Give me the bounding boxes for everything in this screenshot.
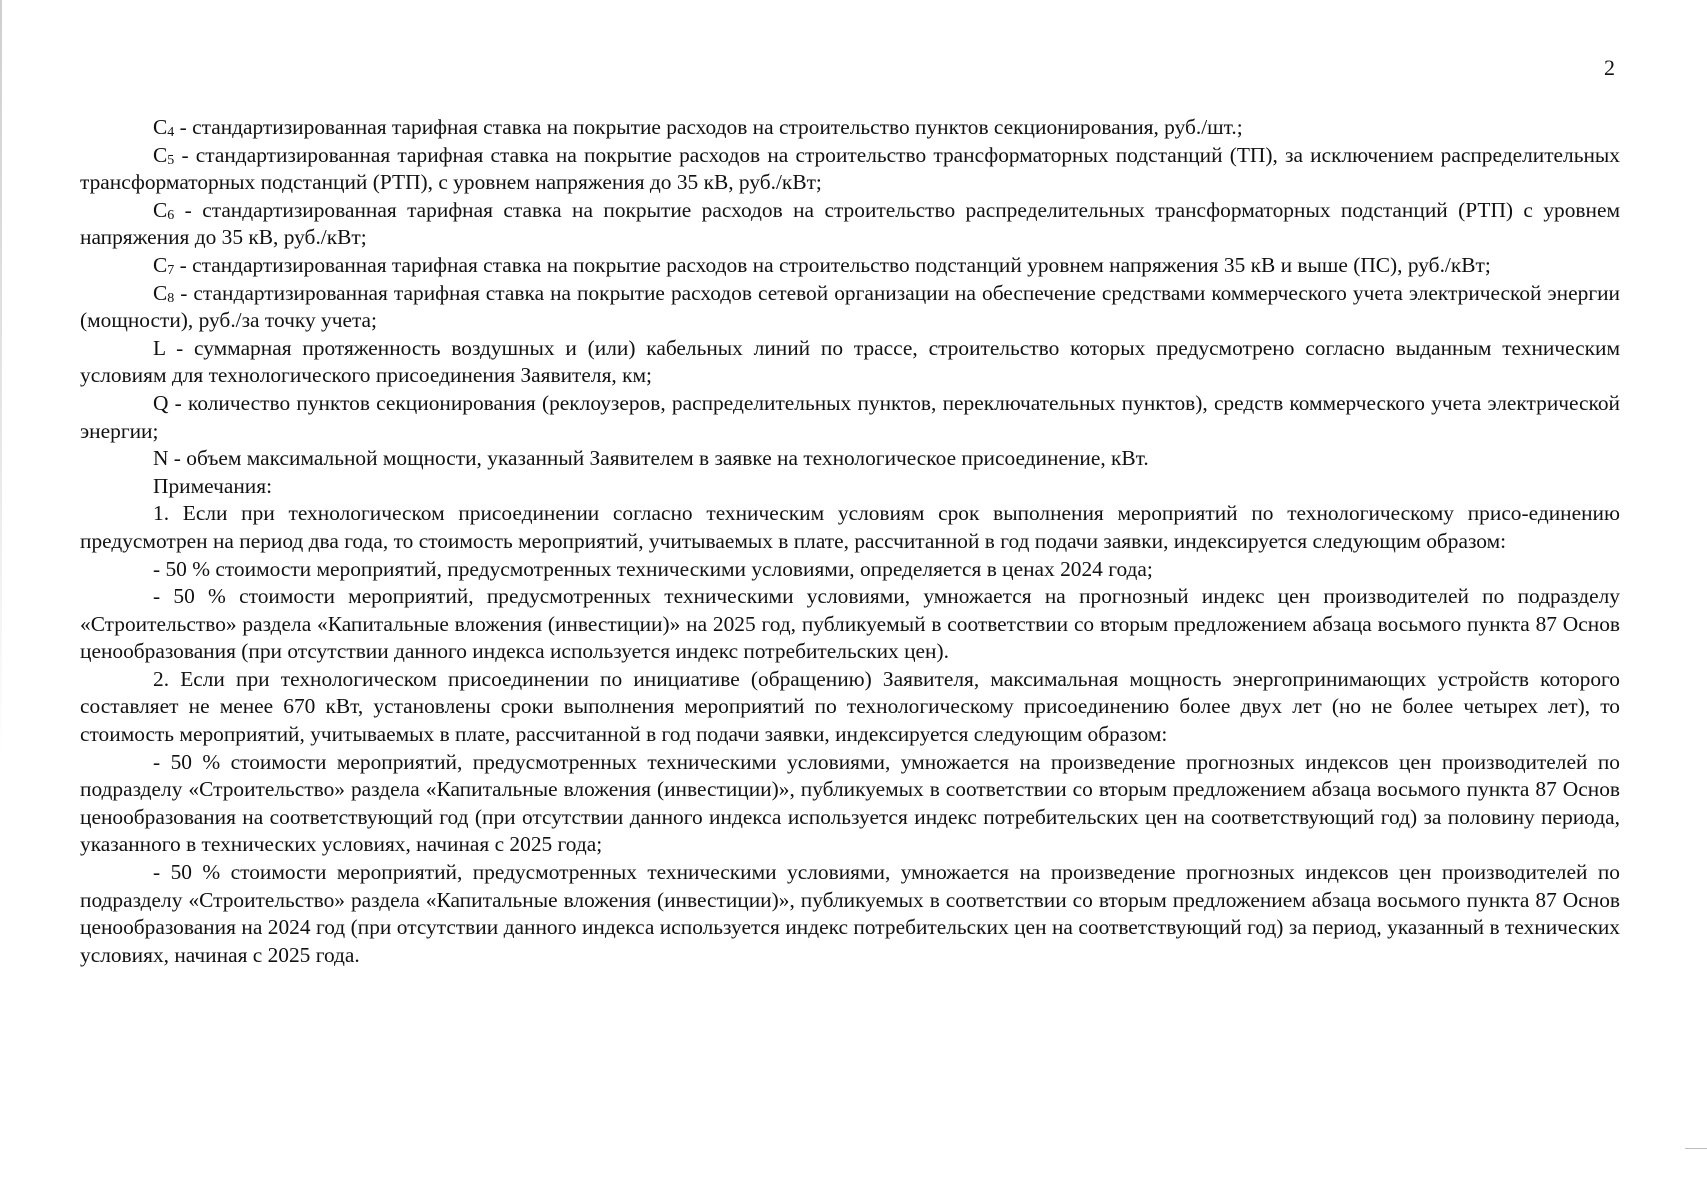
note-paragraph: 2. Если при технологическом присоединении по инициативе (обращению) Заявителя, максимальная мощность энергопринимающих устройств которого составляет не менее 670 кВт, установлены сроки выполнения мероприятий по технологическому присоединению более двух лет (но не более четырех лет), то стоимость мероприятий, учитываемых в плате, рассчитанной в год подачи заявки, индексируется следующим образом: xyxy=(80,666,1620,747)
scan-edge-mark xyxy=(1685,1148,1707,1149)
definition-symbol: C xyxy=(153,142,168,167)
note-paragraph: - 50 % стоимости мероприятий, предусмотренных техническими условиями, умножается на произведение прогнозных индексов цен производителей по подразделу «Строительство» раздела «Капитальные вложения (инвестиции)», публикуемых в соответствии со вторым предложением абзаца восьмого пункта 87 Основ ценообразования на 2024 год (при отсутствии данного индекса используется индекс потребительских цен на соответствующий год) за период, указанный в технических условиях, начиная с 2025 года. xyxy=(80,860,1620,967)
definition-c4 xyxy=(80,114,1620,142)
definition-l xyxy=(80,335,1620,390)
definition-text: - объем максимальной мощности, указанный Заявителем в заявке на технологическое присоединение, кВт. xyxy=(168,446,1149,471)
definition-q xyxy=(80,390,1620,445)
note-paragraph: - 50 % стоимости мероприятий, предусмотренных техническими условиями, определяется в ценах 2024 года; xyxy=(153,556,1153,581)
definition-c7 xyxy=(80,252,1620,280)
scan-edge-shadow xyxy=(0,0,2,760)
definition-text: - количество пунктов секционирования (реклоузеров, распределительных пунктов, переключательных пунктов), средств коммерческого учета электрической энергии; xyxy=(80,390,1620,443)
definition-symbol: Q xyxy=(153,390,169,415)
note-paragraph: 1. Если при технологическом присоединении согласно техническим условиям срок выполнения мероприятий по технологическому присо-единению предусмотрен на период два года, то стоимость мероприятий, учитываемых в плате, рассчитанной в год подачи заявки, индексируется следующим образом: xyxy=(80,501,1620,553)
definition-subscript: 4 xyxy=(167,125,175,140)
definition-symbol: C xyxy=(153,280,168,305)
definition-text: - стандартизированная тарифная ставка на покрытие расходов на строительство распределительных трансформаторных подстанций (РТП) с уровнем напряжения до 35 кВ, руб./кВт; xyxy=(80,197,1620,250)
definition-subscript: 5 xyxy=(167,152,175,168)
definition-text: - стандартизированная тарифная ставка на покрытие расходов сетевой организации на обеспечение средствами коммерческого учета электрической энергии (мощности), руб./за точку учета; xyxy=(80,280,1620,333)
note-paragraph: - 50 % стоимости мероприятий, предусмотренных техническими условиями, умножается на произведение прогнозных индексов цен производителей по подразделу «Строительство» раздела «Капитальные вложения (инвестиции)», публикуемых в соответствии со вторым предложением абзаца восьмого пункта 87 Основ ценообразования на соответствующий год (при отсутствии данного индекса используется индекс потребительских цен на соответствующий год) за половину периода, указанного в технических условиях, начиная с 2025 года; xyxy=(80,749,1620,857)
definition-subscript: 8 xyxy=(167,290,175,306)
definition-text: - стандартизированная тарифная ставка на покрытие расходов на строительство пунктов секционирования, руб./шт.; xyxy=(174,115,1243,139)
definition-subscript: 6 xyxy=(167,207,175,223)
definition-c8 xyxy=(80,280,1620,335)
note-paragraph: - 50 % стоимости мероприятий, предусмотренных техническими условиями, умножается на прогнозный индекс цен производителей по подразделу «Строительство» раздела «Капитальные вложения (инвестиции)» на 2025 год, публикуемый в соответствии со вторым предложением абзаца восьмого пункта 87 Основ ценообразования (при отсутствии данного индекса используется индекс потребительских цен). xyxy=(80,584,1620,664)
document-body xyxy=(80,114,1620,969)
notes-heading: Примечания: xyxy=(153,473,273,498)
definition-symbol: L xyxy=(153,335,166,360)
definition-c6 xyxy=(80,197,1620,252)
definition-symbol: C xyxy=(153,252,168,277)
definition-n xyxy=(80,445,1620,473)
definition-symbol: N xyxy=(153,446,169,471)
definition-subscript: 7 xyxy=(167,262,175,278)
definition-text: - суммарная протяженность воздушных и (или) кабельных линий по трассе, строительство которых предусмотрено согласно выданным техническим условиям для технологического присоединения Заявителя, км; xyxy=(80,335,1620,388)
definition-symbol: C xyxy=(153,197,168,222)
definition-text: - стандартизированная тарифная ставка на покрытие расходов на строительство трансформаторных подстанций (ТП), за исключением распределительных трансформаторных подстанций (РТП), с уровнем напряжения до 35 кВ, руб./кВт; xyxy=(80,142,1620,195)
definition-symbol: C xyxy=(153,115,168,139)
page-number: 2 xyxy=(1604,55,1615,80)
definition-text: - стандартизированная тарифная ставка на покрытие расходов на строительство подстанций уровнем напряжения 35 кВ и выше (ПС), руб./кВт; xyxy=(174,252,1491,277)
definition-c5 xyxy=(80,142,1620,197)
